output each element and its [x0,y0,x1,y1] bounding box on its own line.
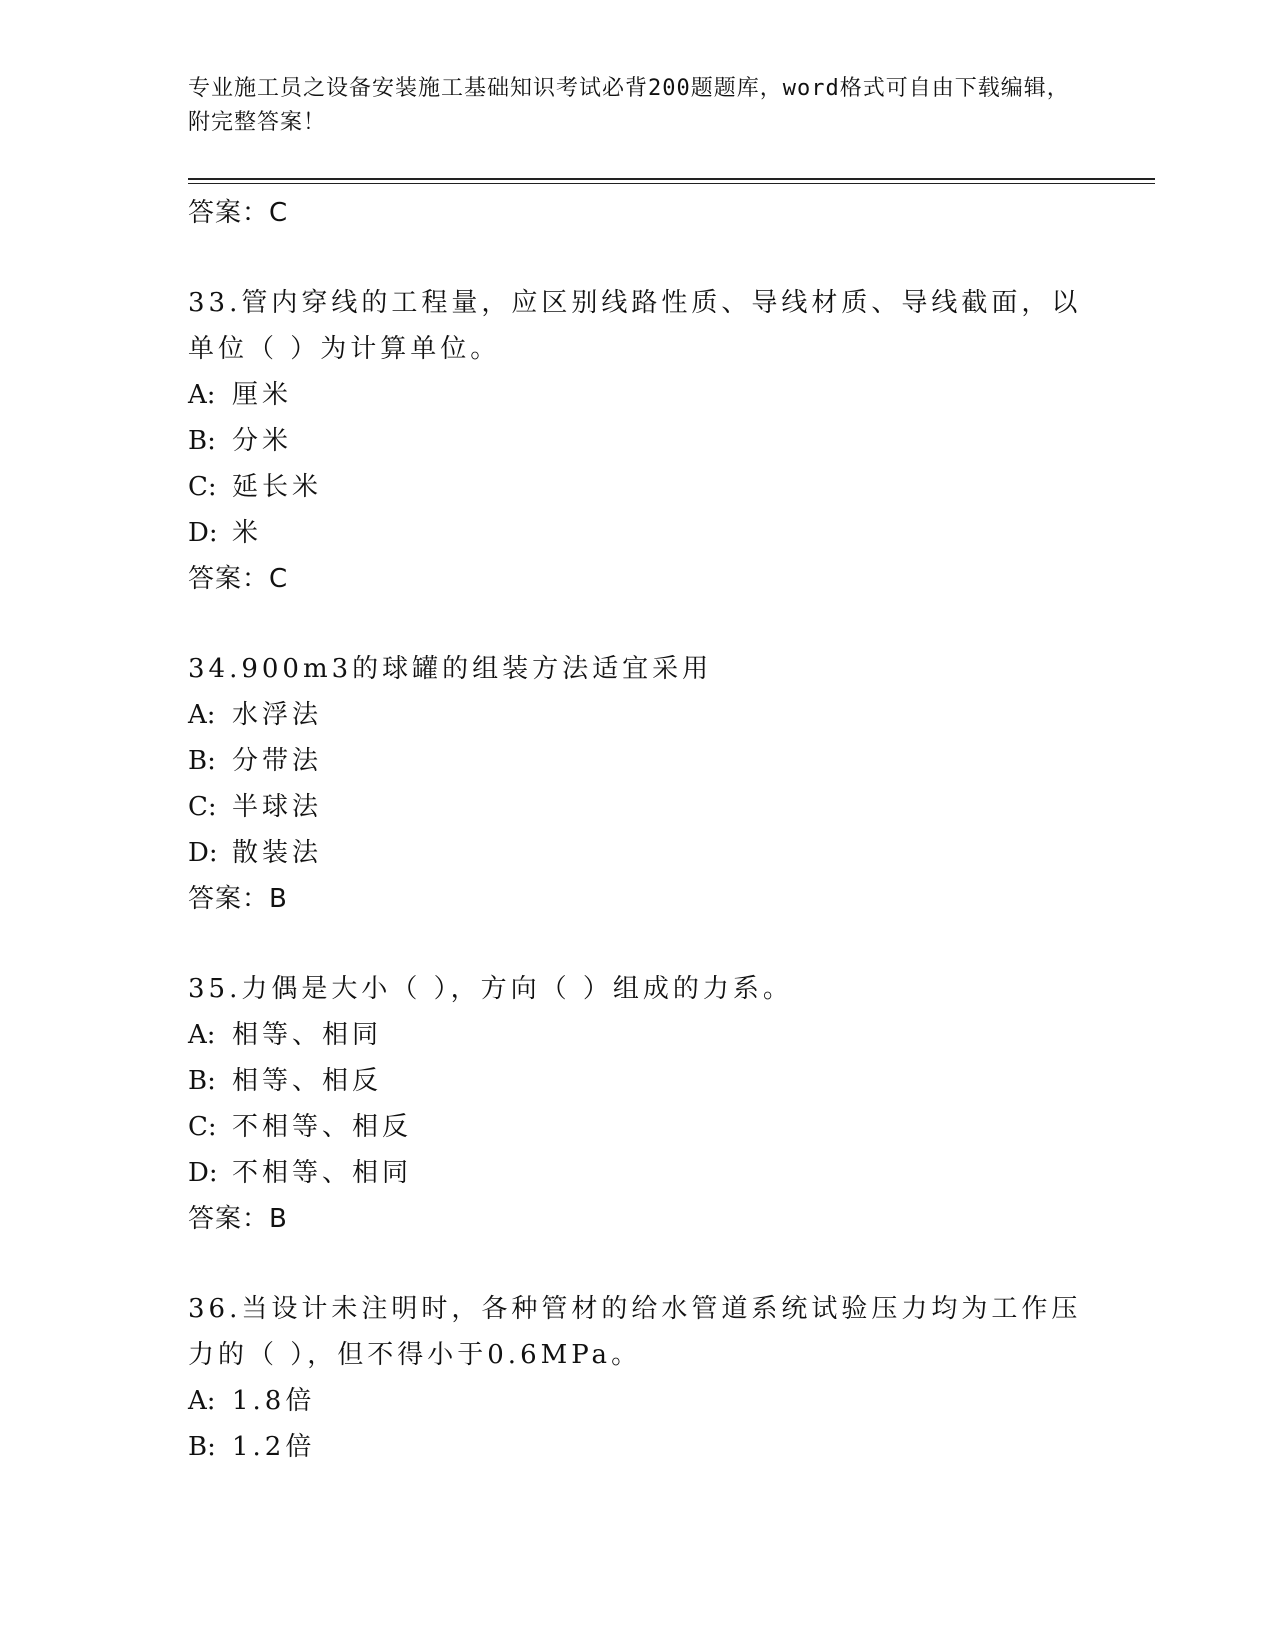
option-key: B: [188,1432,216,1462]
option-key: D: [188,838,218,868]
option-item [188,1378,1088,1424]
option-key: C: [188,472,217,502]
option-text: 散装法 [232,838,323,868]
option-key: A: [188,1020,216,1050]
question-stem: 35.力偶是大小（ ），方向（ ）组成的力系。 [188,974,793,1004]
answer-line: 答案：B [188,884,288,914]
question-content [188,190,1088,1470]
option-item [188,1012,1088,1058]
question-block [188,966,1088,1242]
option-item [188,784,1088,830]
option-text: 分带法 [232,746,323,776]
answer-line: 答案：B [188,1204,288,1234]
option-item [188,1058,1088,1104]
option-text: 延长米 [232,472,323,502]
option-text: 1.8倍 [232,1386,316,1416]
question-stem: 36.当设计未注明时，各种管材的给水管道系统试验压力均为工作压力的（ ），但不得小于0.6MPa。 [188,1294,1082,1370]
option-text: 厘米 [232,380,293,410]
question-block [188,280,1088,602]
option-item [188,830,1088,876]
option-text: 分米 [232,426,293,456]
option-text: 不相等、相反 [232,1112,413,1142]
question-list [188,280,1088,1470]
option-text: 米 [232,518,263,548]
header-divider-thin [188,183,1155,184]
option-text: 相等、相反 [232,1066,383,1096]
option-item [188,1424,1088,1470]
answer-line: 答案：C [188,198,289,228]
option-item [188,418,1088,464]
option-key: D: [188,1158,218,1188]
option-key: D: [188,518,218,548]
option-item [188,1104,1088,1150]
option-text: 相等、相同 [232,1020,383,1050]
answer-line: 答案：C [188,564,289,594]
option-key: A: [188,1386,216,1416]
header-divider-thick [188,178,1155,180]
option-item [188,738,1088,784]
option-key: C: [188,792,217,822]
option-item [188,692,1088,738]
option-text: 1.2倍 [232,1432,316,1462]
option-text: 半球法 [232,792,323,822]
document-header: 专业施工员之设备安装施工基础知识考试必背200题题库，word格式可自由下载编辑，附完整答案！ [188,76,1070,135]
option-text: 水浮法 [232,700,323,730]
option-key: A: [188,700,216,730]
option-item [188,372,1088,418]
option-key: B: [188,1066,216,1096]
option-key: A: [188,380,216,410]
option-item [188,510,1088,556]
option-key: B: [188,426,216,456]
question-stem: 33.管内穿线的工程量，应区别线路性质、导线材质、导线截面，以单位（ ）为计算单位。 [188,288,1082,364]
option-item [188,1150,1088,1196]
option-text: 不相等、相同 [232,1158,413,1188]
option-key: C: [188,1112,217,1142]
question-block [188,1286,1088,1470]
question-block [188,646,1088,922]
option-key: B: [188,746,216,776]
question-stem: 34.900m3的球罐的组装方法适宜采用 [188,654,713,684]
option-item [188,464,1088,510]
